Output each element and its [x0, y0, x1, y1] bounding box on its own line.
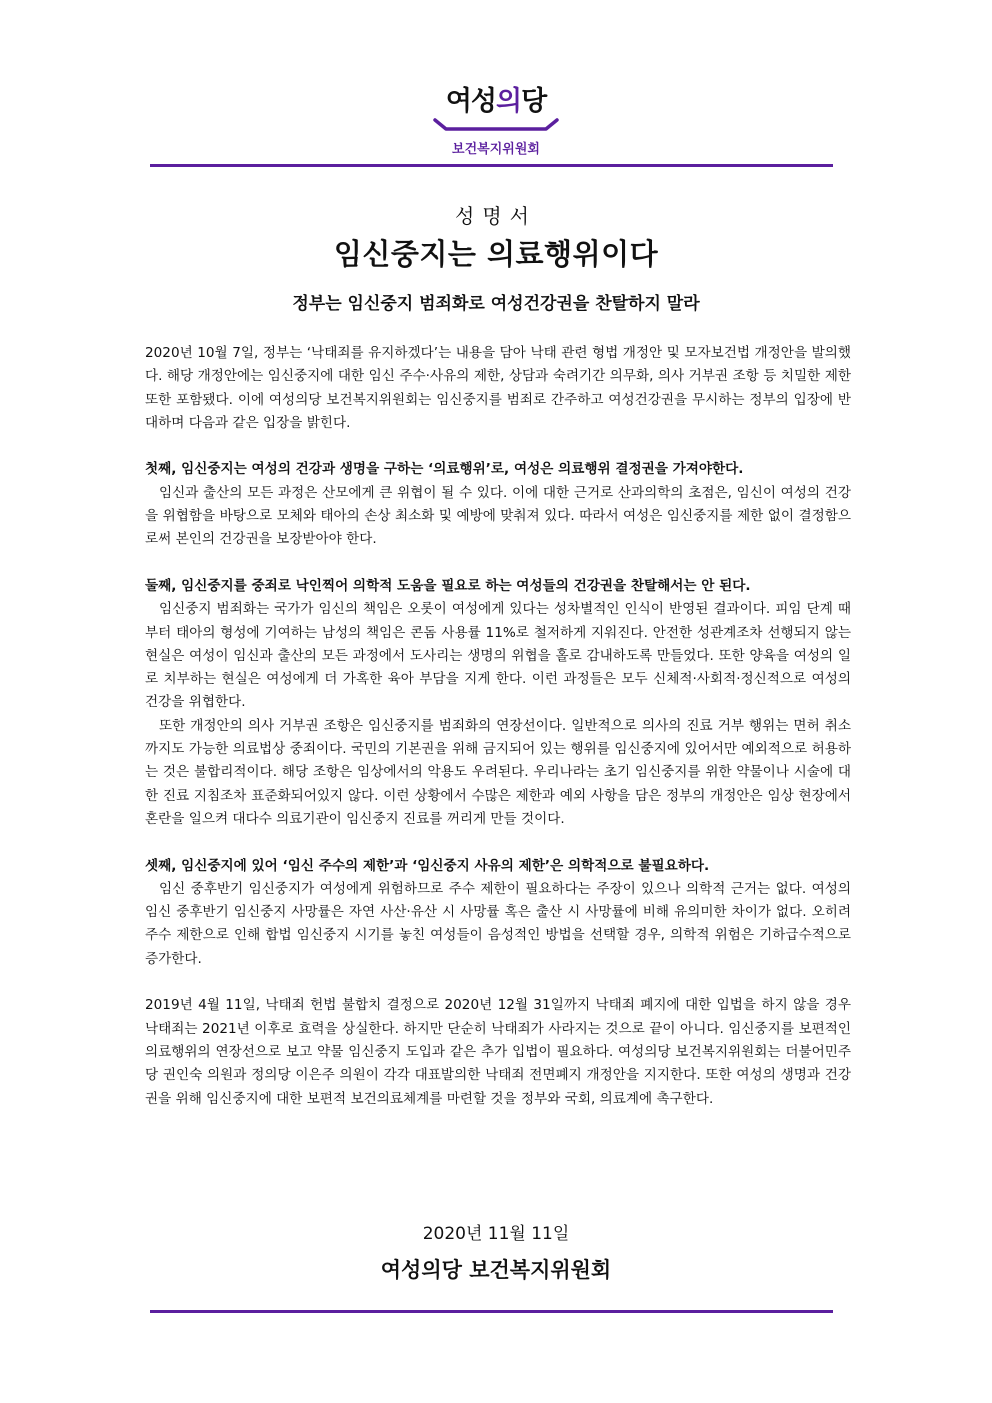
- bottom-divider: [150, 1310, 833, 1313]
- page-title: 임신중지는 의료행위이다: [333, 237, 659, 271]
- section-1-paragraph: 임신과 출산의 모든 과정은 산모에게 큰 위협이 될 수 있다. 이에 대한 근거로 산과의학의 초점은, 임신이 여성의 건강을 위협함을 바탕으로 모체와 태아의 손상 최소화 및 예방에 맞춰져 있다. 따라서 여성은 임신중지를 제한 없이 결정함으로써 본인의 건강권을 보장받아야 한다.: [145, 484, 851, 548]
- logo-wordmark: [0, 86, 992, 118]
- closing-paragraph: 2019년 4월 11일, 낙태죄 헌법 불합치 결정으로 2020년 12월 31일까지 낙태죄 폐지에 대한 입법을 하지 않을 경우 낙태죄는 2021년 이후로 효력을 상실한다. 하지만 단순히 낙태죄가 사라지는 것으로 끝이 아니다. 임신중지를 보편적인 의료행위의 연장선으로 보고 약물 임신중지 도입과 같은 추가 입법이 필요하다. 여성의당 보건복지위원회는 더불어민주당 권인숙 의원과 정의당 이은주 의원이 각각 대표발의한 낙태죄 전면폐지 개정안을 지지한다. 또한 여성의 생명과 건강권을 위해 임신중지에 대한 보편적 보건의료체계를 마련할 것을 정부와 국회, 의료계에 촉구한다.: [145, 997, 851, 1107]
- section-3-heading: 셋째, 임신중지에 있어 ‘임신 주수의 제한’과 ‘임신중지 사유의 제한’은 의학적으로 불필요하다.: [145, 857, 710, 874]
- section-2-paragraph-2: 또한 개정안의 의사 거부권 조항은 임신중지를 범죄화의 연장선이다. 일반적으로 의사의 진료 거부 행위는 면허 취소까지도 가능한 의료법상 중죄이다. 국민의 기본권을 위해 금지되어 있는 행위를 임신중지에 있어서만 예외적으로 허용하는 것은 불합리적이다. 해당 조항은 임상에서의 악용도 우려된다. 우리나라는 초기 임신중지를 위한 약물이나 시술에 대한 진료 지침조차 표준화되어있지 않다. 이런 상황에서 수많은 제한과 예외 사항을 담은 정부의 개정안은 임상 현장에서 혼란을 일으켜 대다수 의료기관이 임신중지 진료를 꺼리게 만들 것이다.: [145, 717, 851, 827]
- logo-bracket-icon: [432, 118, 560, 132]
- logo-text-part-2: 당: [521, 86, 547, 117]
- section-2-paragraph-1: 임신중지 범죄화는 국가가 임신의 책임은 오롯이 여성에게 있다는 성차별적인 인식이 반영된 결과이다. 피임 단계 때부터 태아의 형성에 기여하는 남성의 책임은 콘돔 사용률 11%로 철저하게 지워진다. 안전한 성관계조차 선행되지 않는 현실은 여성이 임신과 출산의 모든 과정에서 도사리는 생명의 위협을 홀로 감내하도록 만들었다. 또한 양육을 여성의 일로 치부하는 현실은 여성에게 더 가혹한 육아 부담을 지게 한다. 이런 과정들은 모두 신체적·사회적·정신적으로 여성의 건강을 위협한다.: [145, 601, 851, 711]
- statement-date: 2020년 11월 11일: [422, 1224, 570, 1244]
- section-2-heading: 둘째, 임신중지를 중죄로 낙인찍어 의학적 도움을 필요로 하는 여성들의 건강권을 찬탈해서는 안 된다.: [145, 577, 751, 594]
- top-divider: [150, 164, 833, 167]
- page-subtitle: 정부는 임신중지 범죄화로 여성건강권을 찬탈하지 말라: [292, 294, 700, 314]
- logo-text-part-1: 여성: [445, 86, 496, 117]
- signing-organization: 여성의당 보건복지위원회: [380, 1258, 612, 1282]
- committee-name: 보건복지위원회: [452, 142, 540, 157]
- party-logo: [0, 86, 992, 157]
- document-type: 성명서: [455, 204, 537, 228]
- intro-paragraph: 2020년 10월 7일, 정부는 ‘낙태죄를 유지하겠다’는 내용을 담아 낙태 관련 형법 개정안 및 모자보건법 개정안을 발의했다. 해당 개정안에는 임신중지에 대한 임신 주수·사유의 제한, 상담과 숙려기간 의무화, 의사 거부권 조항 등 치밀한 제한 또한 포함됐다. 이에 여성의당 보건복지위원회는 임신중지를 범죄로 간주하고 여성건강권을 무시하는 정부의 입장에 반대하며 다음과 같은 입장을 밝힌다.: [145, 345, 851, 431]
- section-1-heading: 첫째, 임신중지는 여성의 건강과 생명을 구하는 ‘의료행위’로, 여성은 의료행위 결정권을 가져야한다.: [145, 461, 744, 478]
- logo-text-accent: 의: [495, 86, 522, 117]
- section-3-paragraph: 임신 중후반기 임신중지가 여성에게 위험하므로 주수 제한이 필요하다는 주장이 있으나 의학적 근거는 없다. 여성의 임신 중후반기 임신중지 사망률은 자연 사산·유산 시 사망률 혹은 출산 시 사망률에 비해 유의미한 차이가 없다. 오히려 주수 제한으로 인해 합법 임신중지 시기를 놓친 여성들이 음성적인 방법을 선택할 경우, 의학적 위험은 기하급수적으로 증가한다.: [145, 880, 851, 967]
- statement-body: [145, 342, 851, 1111]
